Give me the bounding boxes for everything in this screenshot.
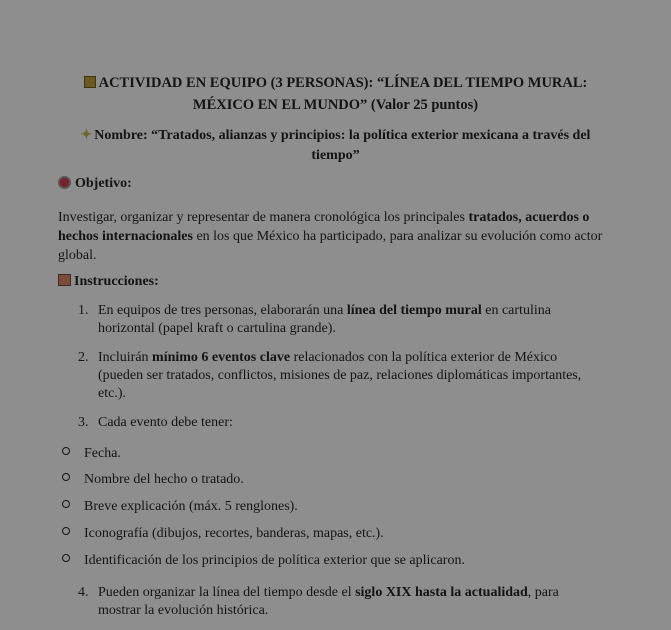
sub-item-explanation: Breve explicación (máx. 5 renglones). xyxy=(62,498,298,516)
sub-item-principles: Identificación de los principios de política exterior que se aplicaron. xyxy=(62,552,465,570)
instructions-heading: Instrucciones: xyxy=(58,273,159,291)
objective-heading: Objetivo: xyxy=(58,175,132,193)
sub-item-date: Fecha. xyxy=(62,445,121,463)
activity-name: ✦ Nombre: “Tratados, alianzas y principios: la política exterior mexicana a través del tiempo” xyxy=(80,128,591,163)
sub-item-iconography: Iconografía (dibujos, recortes, banderas, mapas, etc.). xyxy=(62,525,384,543)
sub-item-name: Nombre del hecho o tratado. xyxy=(62,471,244,489)
clipboard-icon xyxy=(58,274,71,286)
activity-title: ACTIVIDAD EN EQUIPO (3 PERSONAS): “LÍNEA DEL TIEMPO MURAL: MÉXICO EN EL MUNDO” (Valor 25 puntos) xyxy=(40,72,631,116)
puzzle-icon: ✦ xyxy=(80,128,93,143)
document-page: ACTIVIDAD EN EQUIPO (3 PERSONAS): “LÍNEA DEL TIEMPO MURAL: MÉXICO EN EL MUNDO” (Valor 25 puntos) ✦ Nombre: “Tratados, alianzas y principios: la política exterior mexicana a través del tiempo” Objetivo: Investigar, organizar y representar de manera cronológica los principales tratados, acuerdos o hechos internacionales en los que México ha participado, para analizar su evolución como actor global. Instrucciones: 1. En equipos de tres personas, elaborarán una línea del tiempo mural en cartulina horizontal (papel kraft o cartulina grande). 2. Incluirán mínimo 6 eventos clave relacionados con la política exterior de México (pueden ser tratados, conflictos, misiones de paz, relaciones diplomáticas importantes, etc.). 3. Cada evento debe tener: 4. Pueden organizar la línea del tiempo desde el siglo XIX hasta la actualidad, para mostrar la evolución histórica. Fecha. Nombre del hecho o tratado. Breve explicación (máx. 5 renglones). Iconografía (dibujos, recortes, banderas, mapas, etc.). Identificación de los principios de política exterior que se aplicaron. xyxy=(0,0,671,630)
objective-text: Investigar, organizar y representar de manera cronológica los principales tratados, acuerdos o hechos internacionales en los que México ha participado, para analizar su evolución como actor global. xyxy=(58,210,603,263)
team-icon xyxy=(84,76,96,88)
target-icon xyxy=(58,176,71,189)
